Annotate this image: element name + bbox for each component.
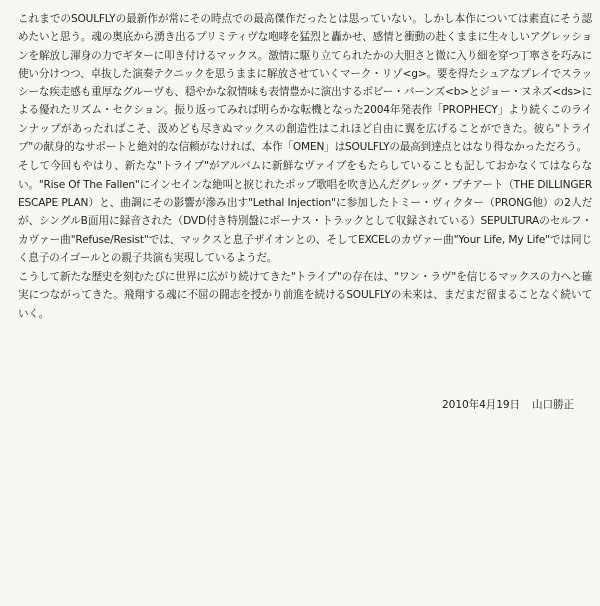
paragraph-1: これまでのSOULFLYの最新作が常にその時点での最高傑作だったとは思っていない。しかし本作については素直にそう認めたいと思う。魂の奥底から湧き出るプリミティヴな咆哮を猛烈と轟かせ、感情と衝動の赴くままに生々しいアグレッションを解放し渾身の力でギターに叩き付けるマックス。激情に駆り立てられたかの大胆さと微に入り細を穿つ丁寧さを巧みに使い分けつつ、卓抜した演奏テクニックを思うままに解放させていくマーク・リゾ<g>。要を得たシュアなプレイでスラッシーな疾走感も重厚なグルーヴも、穏やかな叙情味も表情豊かに演出するボビー・バーンズ<b>とジョー・ヌネズ<ds>による優れたリズム・セクション。振り返ってみれば明らかな転機となった2004年発表作「PROPHECY」より続くこのラインナップがあったればこそ、汲めども尽きぬマックスの創造性はこれほど自由に翼を広げることができた。彼ら"トライブ"の献身的なサポートと絶対的な信頼がなければ、本作「OMEN」はSOULFLYの最高到達点とはなり得なかっただろう。 (18, 13, 592, 154)
signature-line (442, 397, 574, 412)
paragraph-2: そして今回もやはり、新たな"トライブ"がアルバムに新鮮なヴァイブをもたらしていることも記しておかなくてはならない。"Rise Of The Fallen"にインセインな絶叫と捩じれたポップ歌唱を吹き込んだグレッグ・プチアート（THE DILLINGER ESCAPE PLAN）と、曲調にその影響が滲み出す"Lethal Injection"に参加したトミー・ヴィクター（PRONG他）の2人だが、シングルB面用に録音された（DVD付き特別盤にボーナス・トラックとして収録されている）SEPULTURAのセルフ・カヴァー曲"Refuse/Resist"では、マックスと息子ザイオンとの、そしてEXCELのカヴァー曲"Your Life, My Life"では同じく息子のイゴールとの親子共演も実現しているようだ。 (18, 160, 592, 264)
signature-author: 山口勝正 (532, 399, 574, 411)
paragraph-3: こうして新たな歴史を刻むたびに世界に広がり続けてきた"トライブ"の存在は、"ワン・ラヴ"を信じるマックスの力へと確実につながってきた。飛翔する魂に不屈の闘志を授かり前進を続けるSOULFLYの未来は、まだまだ留まることなく続いていく。 (18, 271, 592, 320)
signature-date: 2010年4月19日 (442, 399, 521, 411)
